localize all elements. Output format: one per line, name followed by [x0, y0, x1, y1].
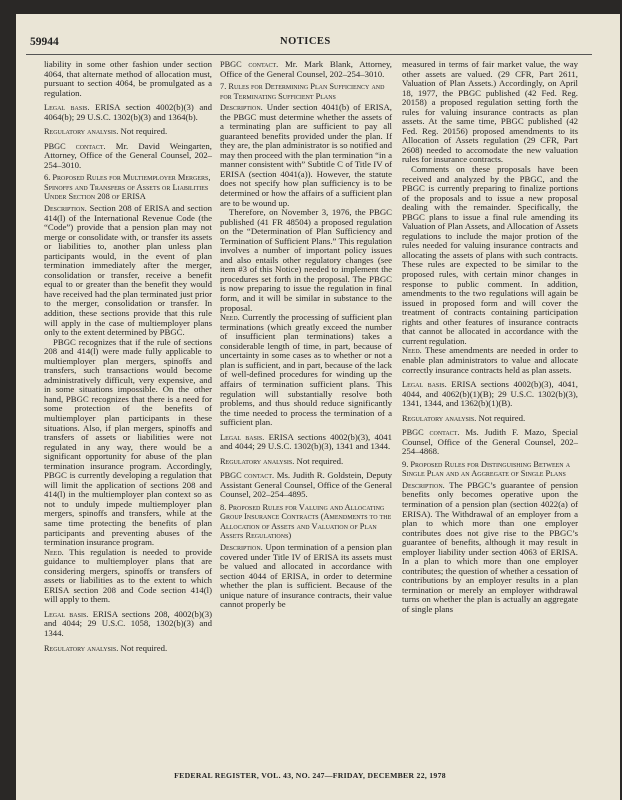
column-left [44, 60, 212, 653]
labeled-paragraph [402, 481, 578, 615]
paragraph-text: Mr. Mark Blank, Attorney, Office of the General Counsel, 202–254–3010. [220, 59, 392, 79]
section-title: NOTICES [280, 36, 331, 47]
paragraph-label: PBGC contact. [44, 141, 106, 151]
labeled-paragraph [402, 380, 578, 409]
paragraph-text: Currently the processing of sufficient plan terminations (which greatly exceed the number of insufficient plan terminations) takes a considerable length of time, in part, because of uncertainty in some cases as to whether or not a plan is sufficient, and in part, because of the lack of well-defined procedures for winding up the affairs of termination sufficient plans. This regulation will substantially resolve both problems, and thus should reduce significantly the time needed to process the termination of a sufficient plan. [220, 312, 392, 428]
paragraph-label: PBGC contact. [220, 60, 279, 69]
labeled-paragraph [220, 313, 392, 428]
labeled-paragraph [220, 543, 392, 610]
paragraph-label: Legal basis. [44, 609, 89, 619]
page-number: 59944 [30, 36, 59, 48]
header-rule [26, 54, 592, 55]
paragraph-text: This regulation is needed to provide guidance to multiemployer plans that are considering mergers, spinoffs or transfers of assets or liabilities as to the extent to which ERISA section 208 and Code section 414(l) will apply to them. [44, 546, 212, 605]
labeled-paragraph [44, 127, 212, 137]
paragraph: PBGC recognizes that if the rule of sections 208 and 414(l) were made fully applicable to multiemployer plan mergers, spinoffs and transfers, such transactions would become administratively difficult, very expensive, and in some situations impossible. On the other hand, PBGC recognizes that there is a need for some protection of the benefits of multiemployer plan participants in these situations. Also, if plan mergers, spinoffs and transfers of assets or liabilities were not regulated in any way, there would be a significant opportunity for abuse of the plan termination insurance program. Accordingly, PBGC is currently developing a regulation that will limit the application of sections 208 and 414(l) in the multiemployer plan context so as not to unduly impede multiemployer plan mergers, spinoffs and transfers, while at the same time protecting the benefits of plan participants and preventing abuses of the termination insurance program. [44, 336, 212, 548]
section-heading: 9. Proposed Rules for Distinguishing Between a Single Plan and an Aggregate of Single Plans [402, 459, 571, 479]
paragraph-label: Description. [44, 203, 87, 213]
labeled-paragraph [220, 60, 392, 79]
paragraph-label: Regulatory analysis. [44, 127, 119, 137]
paragraph-text: Section 208 of ERISA and section 414(l) of the International Revenue Code (the “Code”) provide that a pension plan may not merge or consolidate with, or transfer its assets or liabilities to, another plan unless plan participants would, in the event of plan termination immediately after the merger, consolidation or transfer, receive a benefit equal to or greater than the benefit they would have received had the plan terminated just prior to the merger, consolidation or transfer. In addition, these sections provide that this rule will apply in the case of multiemployer plans only to the extent determined by PBGC. [44, 202, 212, 338]
page-footer: FEDERAL REGISTER, VOL. 43, NO. 247—FRIDAY, DECEMBER 22, 1978 [174, 771, 446, 780]
paragraph-text: Upon termination of a pension plan covered under Title IV of ERISA its assets must be valued and allocated in accordance with section 4044 of ERISA, in order to determine whether the plan is sufficient. Because of the unique nature of insurance contracts, their value cannot properly be [220, 541, 392, 610]
labeled-paragraph [44, 204, 212, 338]
paragraph-label: Legal basis. [402, 380, 447, 390]
paragraph-label: Need. [402, 346, 422, 356]
page-header [24, 36, 574, 50]
column-right [402, 60, 578, 615]
paragraph: Comments on these proposals have been received and analyzed by the PBGC, and the PBGC is currently preparing to finalize portions of the proposals and to issue a new proposal dealing with the remainder. Specifically, the PBGC plans to issue a final rule amending its Valuation of Plan Assets, and Allocation of Assets regulations to include the major protion of the rules needed for valuing insurance contracts and allocating the assets of plans with such contracts. These rules are expected to be similar to the proposed rules, with certain minor changes in response to public comment. In addition, amendments to the two regulations will again be issued in proposed form and will cover the treatment of contracts containing participation rights and other features of insurance contracts that cannot be allocated in accordance with the current regulation. [402, 164, 578, 346]
labeled-paragraph [44, 142, 212, 171]
section-heading: 8. Proposed Rules for Valuing and Allocating Group Insurance Contracts (Amendments to the Allocation of Assets and Valuation of Plan Assets Regulations) [220, 502, 392, 541]
paragraph-text: Not required. [118, 126, 168, 137]
labeled-paragraph [220, 457, 392, 467]
labeled-paragraph [44, 103, 212, 122]
paragraph-label: Description. [220, 542, 263, 552]
paragraph-text: Ms. Judith F. Mazo, Special Counsel, Office of the General Counsel, 202–254–4868. [402, 427, 579, 457]
paragraph-text: ERISA section 4002(b)(3) and 4064(b); 29 U.S.C. 1302(b)(3) and 1364(b). [44, 102, 212, 122]
labeled-paragraph [220, 103, 392, 208]
paragraph-text: Mr. David Weingarten, Attorney, Office of the General Counsel, 202–254–3010. [44, 140, 212, 170]
paragraph-text: The PBGC’s guarantee of pension benefits only becomes operative upon the termination of a pension plan (section 4022(a) of ERISA). The Withdrawal of an employer from a plan to which more than one employer contributes does not give rise to the PBGC’s guarantee of benefits, although it may result in employer liability under section 4063 of ERISA. In a plan to which more than one employer contributes; the question of whether a cessation of contributions by an employer results in a plan termination or merely an employer withdrawal turns on whether the plan is actually an aggregate of single plans [402, 479, 578, 614]
paragraph: liability in some other fashion under section 4064, that alternate method of allocation must, pursuant to section 4064, be promulgated as a regulation. [44, 59, 212, 98]
paragraph-label: Regulatory analysis. [220, 456, 295, 466]
paragraph-text: ERISA sections 4002(b)(3), 4041, 4044, and 4062(b)(1)(B); 29 U.S.C. 1302(b)(3), 1341, 1344, and 1362(b)(1)(B). [402, 379, 578, 409]
section-heading: 7. Rules for Determining Plan Sufficiency and for Terminating Sufficient Plans [220, 82, 385, 101]
labeled-paragraph [44, 644, 212, 654]
labeled-paragraph [402, 414, 578, 424]
column-middle [220, 60, 392, 610]
paragraph-label: Regulatory analysis. [44, 643, 119, 653]
paragraph-label: PBGC contact. [220, 471, 275, 481]
paragraph-text: ERISA sections 208, 4002(b)(3) and 4044; 29 U.S.C. 1058, 1302(b)(3) and 1344. [44, 608, 212, 639]
paragraph-text: Under section 4041(b) of ERISA, the PBGC must determine whether the assets of a terminating plan are sufficient to pay all guaranteed benefits provided under the plan. If they are, the plan administrator is so notified and may then proceed with the plan termination “in a manner consistent with” Subtitle C of Title IV of ERISA (section 4041(a)). However, the statute does not specify how plan sufficiency is to be determined or how the affairs of a sufficient plan are to be wound up. [220, 102, 392, 208]
paragraph-label: Need. [220, 313, 240, 323]
paragraph-text: Not required. [118, 642, 168, 653]
paragraph-text: These amendments are needed in order to enable plan administrators to value and allocate correctly insurance contracts held as plan assets. [402, 345, 578, 375]
paragraph-text: Not required. [476, 412, 526, 423]
paragraph-label: Regulatory analysis. [402, 413, 477, 423]
labeled-paragraph [402, 346, 578, 375]
labeled-paragraph [220, 471, 392, 500]
labeled-paragraph [220, 433, 392, 452]
paragraph-label: PBGC contact. [402, 428, 460, 438]
paragraph-label: Description. [402, 480, 445, 490]
labeled-paragraph [44, 548, 212, 605]
paragraph-text: Not required. [294, 455, 344, 466]
section-heading: 6. Proposed Rules for Multiemployer Mergers, Spinoffs and Transfers of Assets or Liabilities Under Section 208 of ERISA [44, 173, 211, 202]
paragraph-text: ERISA sections 4002(b)(3), 4041 and 4044; 29 U.S.C. 1302(b)(3), 1341 and 1344. [220, 431, 392, 452]
labeled-paragraph [402, 428, 578, 457]
labeled-paragraph [44, 610, 212, 639]
paragraph-text: Ms. Judith R. Goldstein, Deputy Assistant General Counsel, Office of the General Counsel, 202–254–4895. [220, 470, 392, 500]
paragraph-label: Need. [44, 547, 64, 557]
paragraph: measured in terms of fair market value, the way other assets are valued. (29 CFR, Part 2611, Valuation of Plan Assets.) Accordingly, on April 18, 1977, the PBGC published (42 Fed. Reg. 20158) a proposed regulation setting forth the rules for valuing insurance contracts as plan assets. At the same time, PBGC published (42 Fed. Reg. 20156) proposed amendments to its Allocation of Assets regulation (29 CFR, Part 2608) needed to accomodate the new valuation rules for insurance contracts. [402, 59, 578, 165]
paragraph-label: Description. [220, 103, 263, 113]
paragraph-label: Legal basis. [44, 103, 90, 113]
paragraph: Therefore, on November 3, 1976, the PBGC published (41 FR 48504) a proposed regulation on the “Determination of Plan Sufficiency and Termination of Sufficient Plans.” This regulation involves a number of important policy issues and also entails other regulatory changes (see item #3 of this Notice) needed to implement the procedures set forth in the proposal. The PBGC is now preparing to issue the regulation in final form, and it will be similar in substance to the proposal. [220, 207, 392, 313]
paragraph-label: Legal basis. [220, 432, 265, 442]
